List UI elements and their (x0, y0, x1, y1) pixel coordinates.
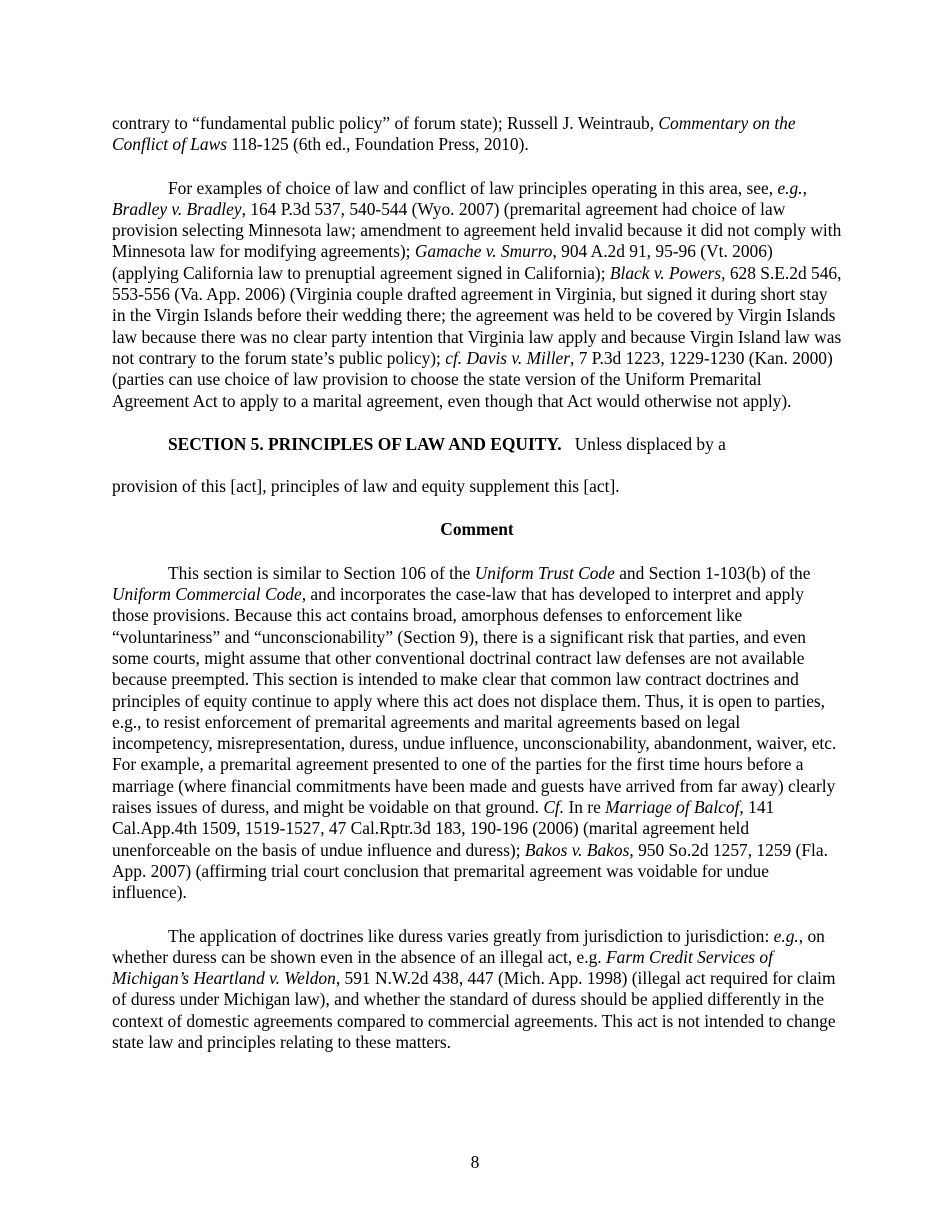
paragraph-comment-body (112, 563, 842, 904)
paragraph-text-run: and Section 1-103(b) of the (614, 562, 811, 583)
italic-citation-text: cf. Davis v. Miller (445, 347, 571, 368)
paragraph-text-run: , on whether duress can be shown even in the absence of an illegal act, e.g. (112, 925, 825, 967)
paragraph-text-run: 118-125 (6th ed., Foundation Press, 2010). (227, 134, 529, 155)
spacer (112, 156, 842, 178)
italic-citation-text: Gamache v. Smurro (414, 241, 553, 262)
paragraph-text-run: This section is similar to Section 106 of the (168, 562, 475, 583)
section-5-line (112, 434, 842, 455)
paragraph-text-run: For examples of choice of law and conflict of law principles operating in this area, see, (168, 177, 778, 198)
paragraph-text-run: , 141 Cal.App.4th 1509, 1519-1527, 47 Cal.Rptr.3d 183, 190-196 (2006) (marital agreement held unenforceable on the basis of undue influence and duress); (112, 797, 775, 860)
spacer (112, 904, 842, 926)
section-text-first-line: Unless displaced by a (574, 433, 726, 454)
comment-heading: Comment (440, 519, 514, 540)
spacer (112, 497, 842, 519)
italic-citation-text: e.g. (773, 925, 799, 946)
paragraph-text-run: The application of doctrines like duress varies greatly from jurisdiction to jurisdiction: (168, 925, 774, 946)
paragraph-text-run: , (802, 177, 807, 198)
spacer (112, 541, 842, 563)
paragraph-text-run: , and incorporates the case-law that has developed to interpret and apply those provisions. Because this act contains broad, amorphous defenses to enforcement like “voluntariness” and “unconscionability” (Section 9), there is a significant risk that parties, and even some courts, might assume that other conventional doctrinal contract law defenses are not available because preempted. This section is intended to make clear that common law contract doctrines and principles of equity continue to apply where this act does not displace them. Thus, it is open to parties, e.g., to resist enforcement of premarital agreements and marital agreements based on legal incompetency, misrepresentation, duress, undue influence, unconscionability, abandonment, waiver, etc. For example, a premarital agreement presented to one of the parties for the first time hours before a marriage (where financial commitments have been made and guests have arrived from far away) clearly raises issues of duress, and might be voidable on that ground. (112, 584, 837, 818)
paragraph-text-run: , 7 P.3d 1223, 1229-1230 (Kan. 2000) (parties can use choice of law provision to choose the state version of the Uniform Premarital Agreement Act to apply to a marital agreement, even though that Act would otherwise not apply). (112, 347, 833, 411)
italic-citation-text: e.g. (777, 177, 803, 198)
paragraph-choice-of-law-examples (112, 178, 842, 412)
italic-citation-text: Bakos v. Bakos (524, 839, 630, 860)
spacer (112, 412, 842, 434)
italic-citation-text: Commentary on the Conflict of Laws (112, 113, 796, 155)
italic-citation-text: Farm Credit Services of Michigan’s Heartland v. Weldon (112, 946, 773, 989)
italic-citation-text: Black v. Powers (609, 262, 722, 283)
spacer (112, 455, 842, 476)
paragraph-text-run: , 628 S.E.2d 546, 553-556 (Va. App. 2006) (Virginia couple drafted agreement in Virginia, but signed it during short stay in the Virgin Islands before their wedding there; the agreement was held to be covered by Virgin Islands law because there was no clear party intention that Virginia law apply and because Virgin Island law was not contrary to the forum state’s public policy); (112, 262, 842, 368)
section-text-continuation: provision of this [act], principles of law and equity supplement this [act]. (112, 476, 620, 497)
paragraph-text-run: , 164 P.3d 537, 540-544 (Wyo. 2007) (premarital agreement had choice of law provision selecting Minnesota law; amendment to agreement held invalid because it did not comply with Minnesota law for modifying agreements); (112, 198, 842, 262)
italic-citation-text: Cf. (543, 797, 565, 818)
italic-citation-text: Uniform Commercial Code (112, 584, 302, 605)
italic-citation-text: Uniform Trust Code (474, 562, 615, 583)
page-number: 8 (470, 1152, 480, 1172)
paragraph-text-run: , 904 A.2d 91, 95-96 (Vt. 2006) (applying California law to prenuptial agreement signed in California); (112, 241, 773, 283)
paragraph-text-run: , 591 N.W.2d 438, 447 (Mich. App. 1998) (illegal act required for claim of duress under Michigan law), and whether the standard of duress should be applied differently in the context of domestic agreements compared to commercial agreements. This act is not intended to change state law and principles relating to these matters. (112, 968, 836, 1052)
document-page (112, 113, 842, 1053)
section-heading: SECTION 5. PRINCIPLES OF LAW AND EQUITY. (168, 433, 562, 454)
italic-citation-text: Marriage of Balcof (605, 797, 740, 818)
italic-citation-text: Bradley v. Bradley (112, 198, 242, 219)
paragraph-duress-doctrines (112, 926, 842, 1054)
paragraph-text-run: In re (564, 797, 606, 818)
paragraph-citation-continuation (112, 113, 842, 156)
paragraph-text-run: contrary to “fundamental public policy” of forum state); Russell J. Weintraub, (112, 113, 659, 133)
paragraph-text-run: , 950 So.2d 1257, 1259 (Fla. App. 2007) (affirming trial court conclusion that premarital agreement was voidable for undue influence). (112, 839, 828, 903)
